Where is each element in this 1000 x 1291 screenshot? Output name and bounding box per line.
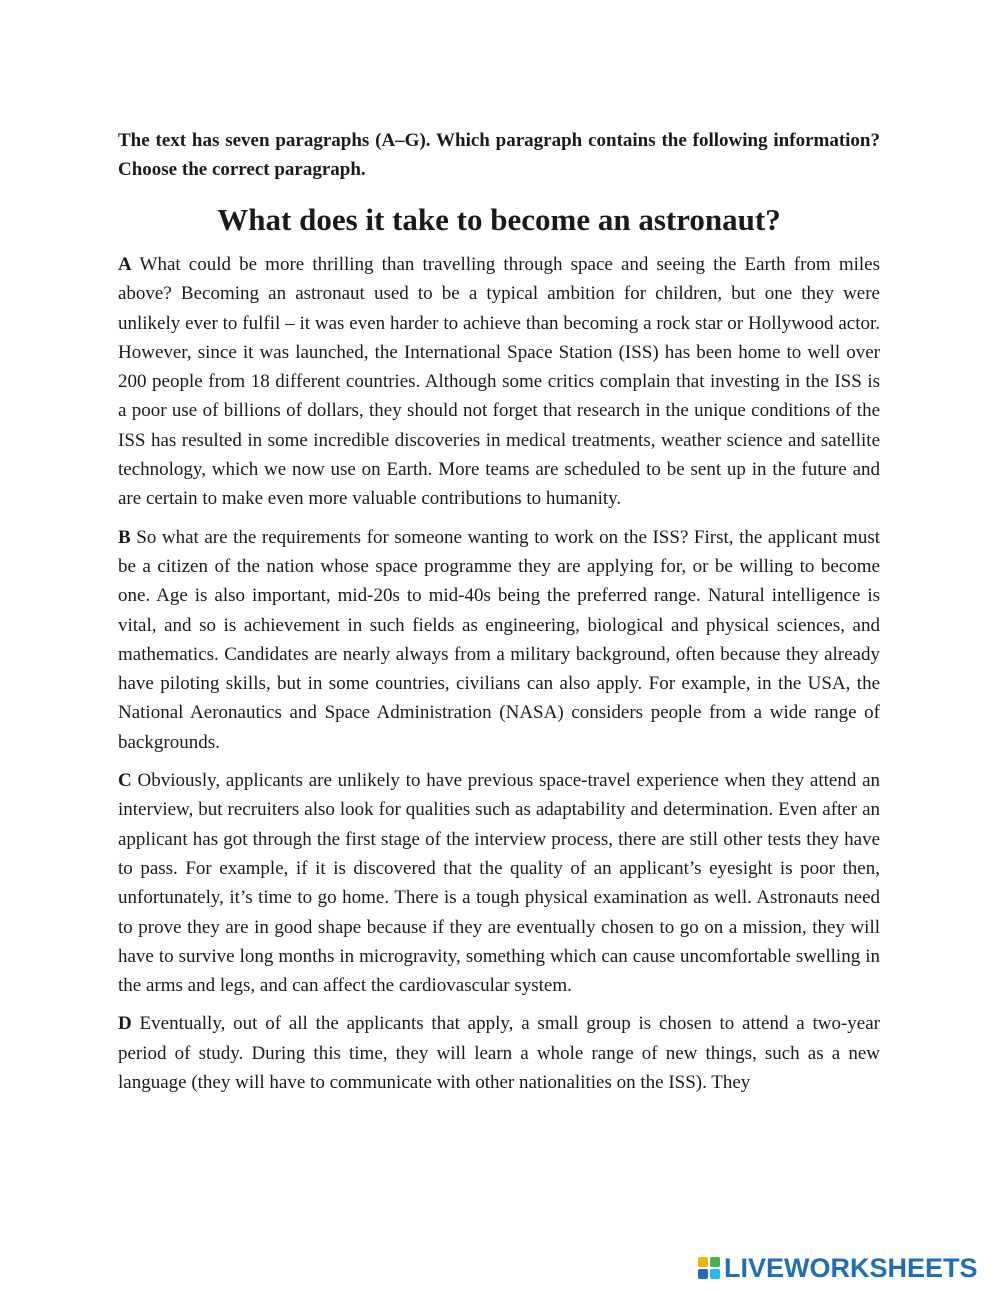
paragraph-text: So what are the requirements for someone wanting to work on the ISS? First, the applicant must be a citizen of the nation whose space programme they are applying for, or be willing to become one. Age is also important, mid-20s to mid-40s being the preferred range. Natural intelligence is vital, and so is achievement in such fields as engineering, biological and physical sciences, and mathematics. Candidates are nearly always from a military background, often because they already have piloting skills, but in some countries, civilians can also apply. For example, in the USA, the National Aeronautics and Space Administration (NASA) considers people from a wide range of backgrounds. [118, 526, 880, 753]
paragraph-letter: C [118, 770, 132, 792]
paragraph-a [118, 250, 880, 514]
paragraph-d [118, 1009, 880, 1097]
paragraph-text: Obviously, applicants are unlikely to have previous space-travel experience when they attend an interview, but recruiters also look for qualities such as adaptability and determination. Even after an applicant has got through the first stage of the interview process, there are still other tests they have to pass. For example, if it is discovered that the quality of an applicant’s eyesight is poor then, unfortunately, it’s time to go home. There is a tough physical examination as well. Astronauts need to prove they are in good shape because if they are eventually chosen to go on a mission, they will have to survive long months in microgravity, something which can cause uncomfortable swelling in the arms and legs, and can affect the cardiovascular system. [118, 770, 880, 997]
paragraph-letter: A [118, 254, 132, 275]
logo-square-cyan [710, 1269, 720, 1279]
paragraph-text: What could be more thrilling than travelling through space and seeing the Earth from miles above? Becoming an astronaut used to be a typical ambition for children, but one they were unlikely ever to fulfil – it was even harder to achieve than becoming a rock star or Hollywood actor. However, since it was launched, the International Space Station (ISS) has been home to well over 200 people from 18 different countries. Although some critics complain that investing in the ISS is a poor use of billions of dollars, they should not forget that research in the unique conditions of the ISS has resulted in some incredible discoveries in medical treatments, weather science and satellite technology, which we now use on Earth. More teams are scheduled to be sent up in the future and are certain to make even more valuable contributions to humanity. [118, 254, 880, 510]
logo-square-yellow [698, 1257, 708, 1267]
paragraph-text: Eventually, out of all the applicants that apply, a small group is chosen to attend a two-year period of study. During this time, they will learn a whole range of new things, such as a new language (they will have to communicate with other nationalities on the ISS). They [118, 1013, 880, 1094]
article-title: What does it take to become an astronaut? [217, 202, 781, 237]
liveworksheets-logo[interactable] [698, 1252, 978, 1284]
worksheet-page [118, 126, 880, 1106]
logo-square-blue [698, 1269, 708, 1279]
paragraph-b [118, 523, 880, 757]
instructions: The text has seven paragraphs (A–G). Which paragraph contains the following information? Choose the correct paragraph. [118, 130, 880, 180]
logo-square-green [710, 1257, 720, 1267]
paragraph-letter: D [118, 1013, 132, 1035]
liveworksheets-logo-icon [698, 1257, 720, 1279]
logo-wordmark: LIVEWORKSHEETS [724, 1252, 978, 1283]
paragraph-c [118, 766, 880, 1000]
paragraph-letter: B [118, 526, 131, 548]
